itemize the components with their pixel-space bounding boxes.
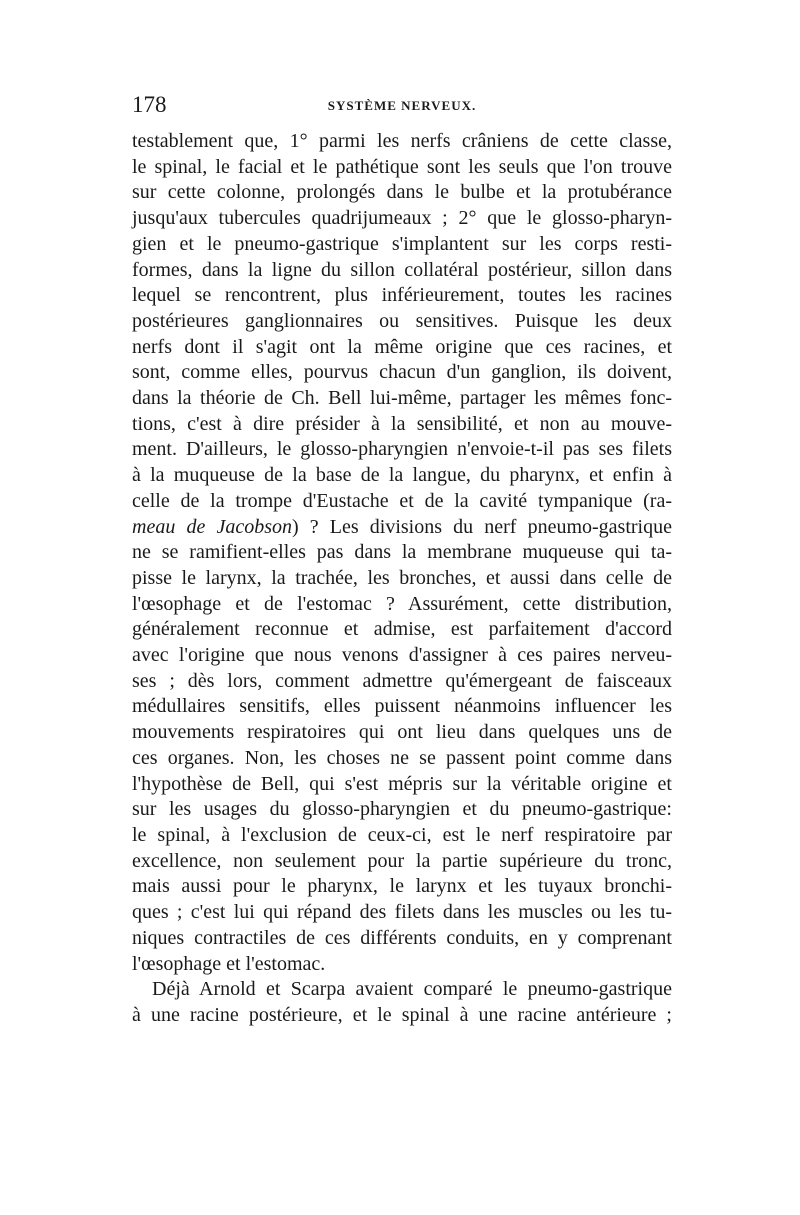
running-head: SYSTÈME NERVEUX. (327, 98, 477, 113)
text-line: formes, dans la ligne du sillon collatéral postérieur, sillon dans (132, 258, 672, 281)
text-line: médullaires sensitifs, elles puissent néanmoins influencer les (132, 695, 672, 718)
text-line: lequel se rencontrent, plus inférieurement, toutes les racines (132, 284, 672, 307)
text-line: sur les usages du glosso-pharyngien et du pneumo-gastrique: (132, 798, 672, 821)
text-line-italic (132, 515, 672, 541)
text-line: avec l'origine que nous venons d'assigner à ces paires nerveu- (132, 644, 672, 667)
text-line: sur cette colonne, prolongés dans le bulbe et la protubérance (132, 181, 672, 204)
text-line: postérieures ganglionnaires ou sensitives. Puisque les deux (132, 309, 672, 332)
paragraph-1 (132, 129, 672, 977)
text-fragment: ) ? Les divisions du nerf pneumo-gastrique (291, 515, 672, 538)
text-line: ne se ramifient-elles pas dans la membrane muqueuse qui ta- (132, 541, 672, 564)
text-line: jusqu'aux tubercules quadrijumeaux ; 2° que le glosso-pharyn- (132, 207, 672, 230)
text-line: tions, c'est à dire présider à la sensibilité, et non au mouve- (132, 412, 672, 435)
text-line: généralement reconnue et admise, est parfaitement d'accord (132, 618, 672, 641)
text-line: dans la théorie de Ch. Bell lui-même, partager les mêmes fonc- (132, 387, 672, 410)
page-number: 178 (132, 92, 167, 117)
text-line: ses ; dès lors, comment admettre qu'émergeant de faisceaux (132, 669, 672, 692)
body-text (132, 129, 672, 1029)
italic-reference: meau de Jacobson (132, 515, 292, 538)
text-line: niques contractiles de ces différents conduits, en y comprenant (132, 926, 672, 949)
text-line: pisse le larynx, la trachée, les bronches, et aussi dans celle de (132, 566, 672, 589)
text-line: ment. D'ailleurs, le glosso-pharyngien n'envoie-t-il pas ses filets (132, 438, 672, 461)
text-line: gien et le pneumo-gastrique s'implantent sur les corps resti- (132, 232, 672, 255)
text-line: mouvements respiratoires qui ont lieu dans quelques uns de (132, 721, 672, 744)
text-line: ces organes. Non, les choses ne se passent point comme dans (132, 746, 672, 769)
text-line: mais aussi pour le pharynx, le larynx et les tuyaux bronchi- (132, 875, 672, 898)
text-line: nerfs dont il s'agit ont la même origine que ces racines, et (132, 335, 672, 358)
text-line: le spinal, le facial et le pathétique sont les seuls que l'on trouve (132, 155, 672, 178)
page-header (132, 92, 672, 122)
text-line: testablement que, 1° parmi les nerfs crâniens de cette classe, (132, 130, 672, 152)
text-line: l'hypothèse de Bell, qui s'est mépris sur la véritable origine et (132, 772, 672, 795)
text-line: l'œsophage et l'estomac. (132, 952, 326, 975)
text-line: excellence, non seulement pour la partie supérieure du tronc, (132, 849, 672, 872)
text-line: celle de la trompe d'Eustache et de la cavité tympanique (ra- (132, 489, 672, 512)
paragraph-2 (132, 977, 672, 1028)
text-line: sont, comme elles, pourvus chacun d'un ganglion, ils doivent, (132, 361, 672, 384)
text-line: à la muqueuse de la base de la langue, du pharynx, et enfin à (132, 464, 672, 487)
text-line: l'œsophage et de l'estomac ? Assurément, cette distribution, (132, 592, 672, 615)
text-line: le spinal, à l'exclusion de ceux-ci, est le nerf respiratoire par (132, 823, 672, 846)
text-line: à une racine postérieure, et le spinal à une racine antérieure ; (132, 1003, 672, 1026)
text-line: Déjà Arnold et Scarpa avaient comparé le pneumo-gastrique (152, 978, 672, 1001)
text-line: ques ; c'est lui qui répand des filets dans les muscles ou les tu- (132, 901, 672, 924)
